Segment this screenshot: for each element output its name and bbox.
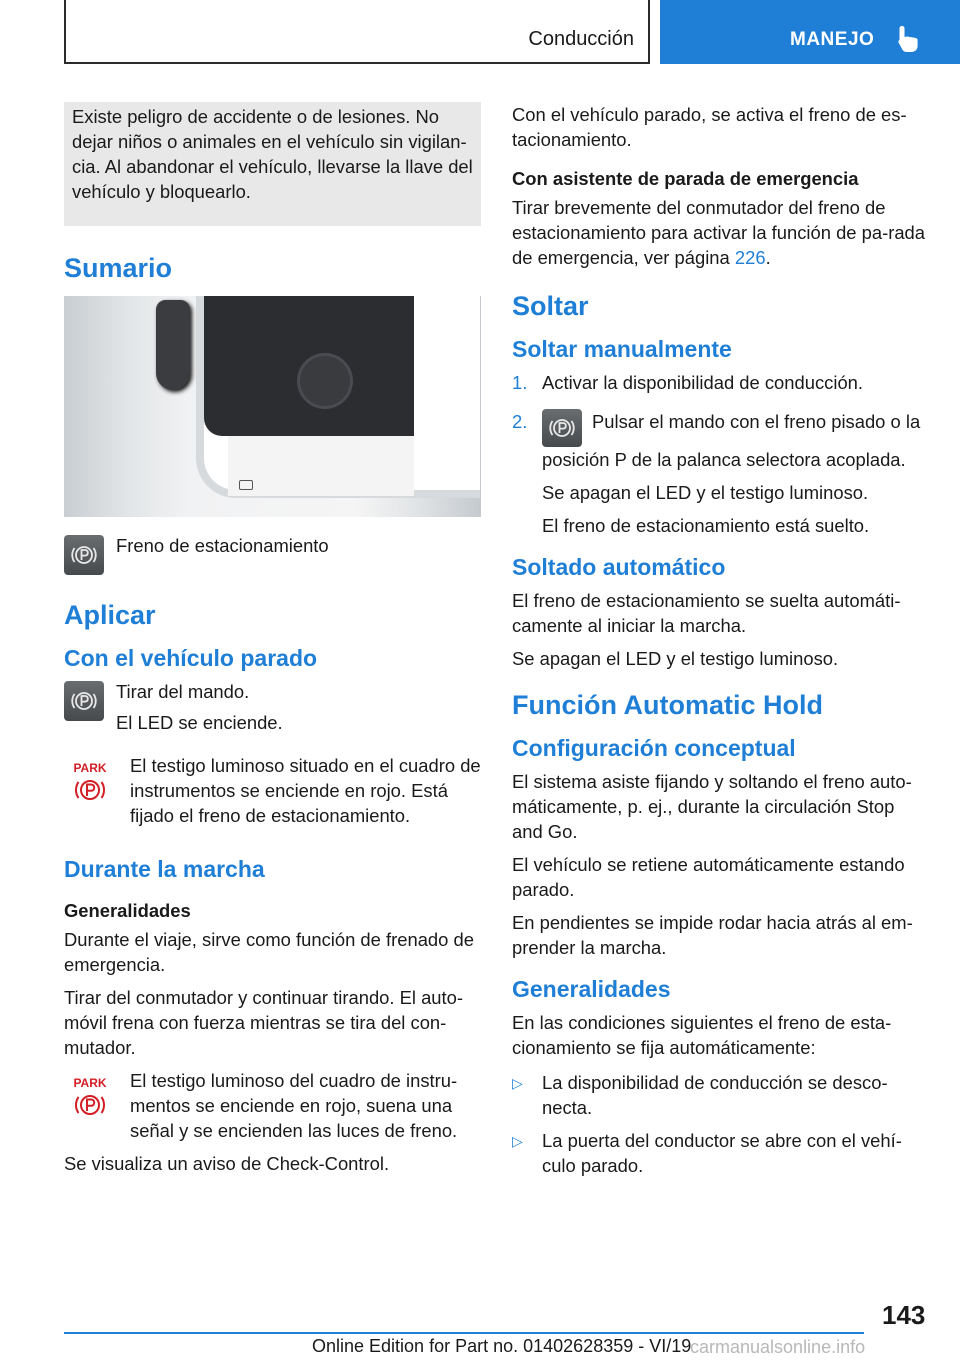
parking-brake-button-icon [542,409,582,447]
config-text-3: En pendientes se impide rodar hacia atrás al em‐prender la marcha. [512,912,913,958]
conditions-list [512,1070,929,1178]
warning-box [64,102,481,226]
auto-text-2: Se apagan el LED y el testigo luminoso. [512,648,839,669]
generalidades-heading: Generalidades [512,976,671,1002]
parking-brake-console-photo [64,296,481,517]
emergencia-label: Con asistente de parada de emergencia [512,168,859,189]
console-cover [228,436,414,496]
marcha-text-1: Durante el viaje, sirve como función de frenado de emergencia. [64,929,474,975]
svg-text:PARK: PARK [73,1076,107,1090]
apply-instruction: Tirar del mando. [116,681,250,702]
parking-brake-button-icon [64,681,104,721]
step-number: 2. [512,411,528,432]
photo-caption-row [64,533,481,577]
list-item-text: La puerta del conductor se abre con el vehí‐culo parado. [542,1130,902,1176]
soltado-automatico-heading: Soltado automático [512,554,726,580]
step-2-text: Pulsar el mando con el freno pisado o la posición P de la palanca selectora acoplada. [542,411,921,470]
svg-text:PARK: PARK [73,761,107,775]
photo-caption: Freno de estacionamiento [116,535,329,556]
header-chapter-box [660,0,960,64]
step-number: 1. [512,372,528,393]
pointing-hand-icon [896,24,922,54]
bullet-triangle-icon: ▷ [512,1075,523,1091]
bullet-triangle-icon: ▷ [512,1133,523,1149]
list-item [512,1128,929,1178]
emergencia-text-main: Tirar brevemente del conmutador del freno de estacionamiento para activar la función de pa‐rada de emergencia, ver página [512,197,926,268]
config-text-2: El vehículo se retiene automáticamente estando parado. [512,854,905,900]
marcha-text-2: Tirar del conmutador y continuar tirando. El auto‐móvil frena con fuerza mientras se tira del con‐mutador. [64,987,463,1058]
emergencia-text-end: . [765,247,771,268]
release-step-2 [512,409,929,538]
page-number: 143 [882,1300,926,1330]
emergencia-text [512,195,929,270]
right-column [512,102,929,1186]
soltar-manual-heading: Soltar manualmente [512,336,732,362]
park-warning-light-icon [70,761,110,805]
step-text [542,409,929,472]
step-2-result-1: Se apagan el LED y el testigo luminoso. [542,482,869,503]
park-warning-row-1 [64,753,481,828]
aplicar-heading: Aplicar [64,600,156,630]
park-warning-note-2: El testigo luminoso del cuadro de instru‐mentos se enciende en rojo, suena una señal y se encienden las luces de freno. [130,1070,458,1141]
gear-selector-lever [156,300,190,390]
footer-divider [64,1332,864,1334]
auto-text-1: El freno de estacionamiento se suelta automáti‐camente al iniciar la marcha. [512,590,901,636]
step-2-result-2: El freno de estacionamiento está suelto. [542,515,870,536]
header-chapter-title: MANEJO [790,29,875,50]
automatic-hold-heading: Función Automatic Hold [512,690,823,720]
parking-brake-switch [239,480,253,490]
apply-led-note: El LED se enciende. [116,712,283,733]
park-warning-note-1: El testigo luminoso situado en el cuadro de instrumentos se enciende en rojo. Está fijado el freno de estacionamiento. [130,755,481,826]
park-warning-row-2 [64,1068,481,1143]
sumario-heading: Sumario [64,253,173,283]
soltar-intro: Con el vehículo parado, se activa el freno de es‐tacionamiento. [512,104,907,150]
parking-brake-button-icon [64,535,104,575]
release-step-1 [512,370,929,395]
soltar-heading: Soltar [512,291,589,321]
vehiculo-parado-heading: Con el vehículo parado [64,645,318,671]
check-control-note: Se visualiza un aviso de Check-Control. [64,1153,390,1174]
park-warning-light-icon [70,1076,110,1120]
configuracion-heading: Configuración conceptual [512,735,796,761]
left-column [64,102,481,1184]
config-text-1: El sistema asiste fijando y soltando el freno auto‐máticamente, p. ej., durante la circulación Stop and Go. [512,771,912,842]
release-steps [512,370,929,538]
page-reference-link[interactable]: 226 [734,247,766,268]
list-item-text: La disponibilidad de conducción se desco‐necta. [542,1072,888,1118]
header-section-title: Conducción [528,28,634,50]
step-text: Activar la disponibilidad de conducción. [542,372,864,393]
generalidades-text: En las condiciones siguientes el freno de esta‐cionamiento se fija automáticamente: [512,1012,892,1058]
header-section-box [64,0,650,64]
list-item [512,1070,929,1120]
apply-stationary-row [64,679,481,735]
footer-watermark: carmanualsonline.info [690,1337,866,1357]
generalidades-label: Generalidades [64,900,191,921]
idrive-controller [300,356,350,406]
durante-marcha-heading: Durante la marcha [64,856,265,882]
warning-text: Existe peligro de accidente o de lesiones. No dejar niños o animales en el vehículo sin vigilan‐cia. Al abandonar el vehículo, llevarse la llave del vehículo y bloquearlo. [72,106,473,202]
footer-edition: Online Edition for Part no. 01402628359 - VI/19 [312,1336,692,1356]
